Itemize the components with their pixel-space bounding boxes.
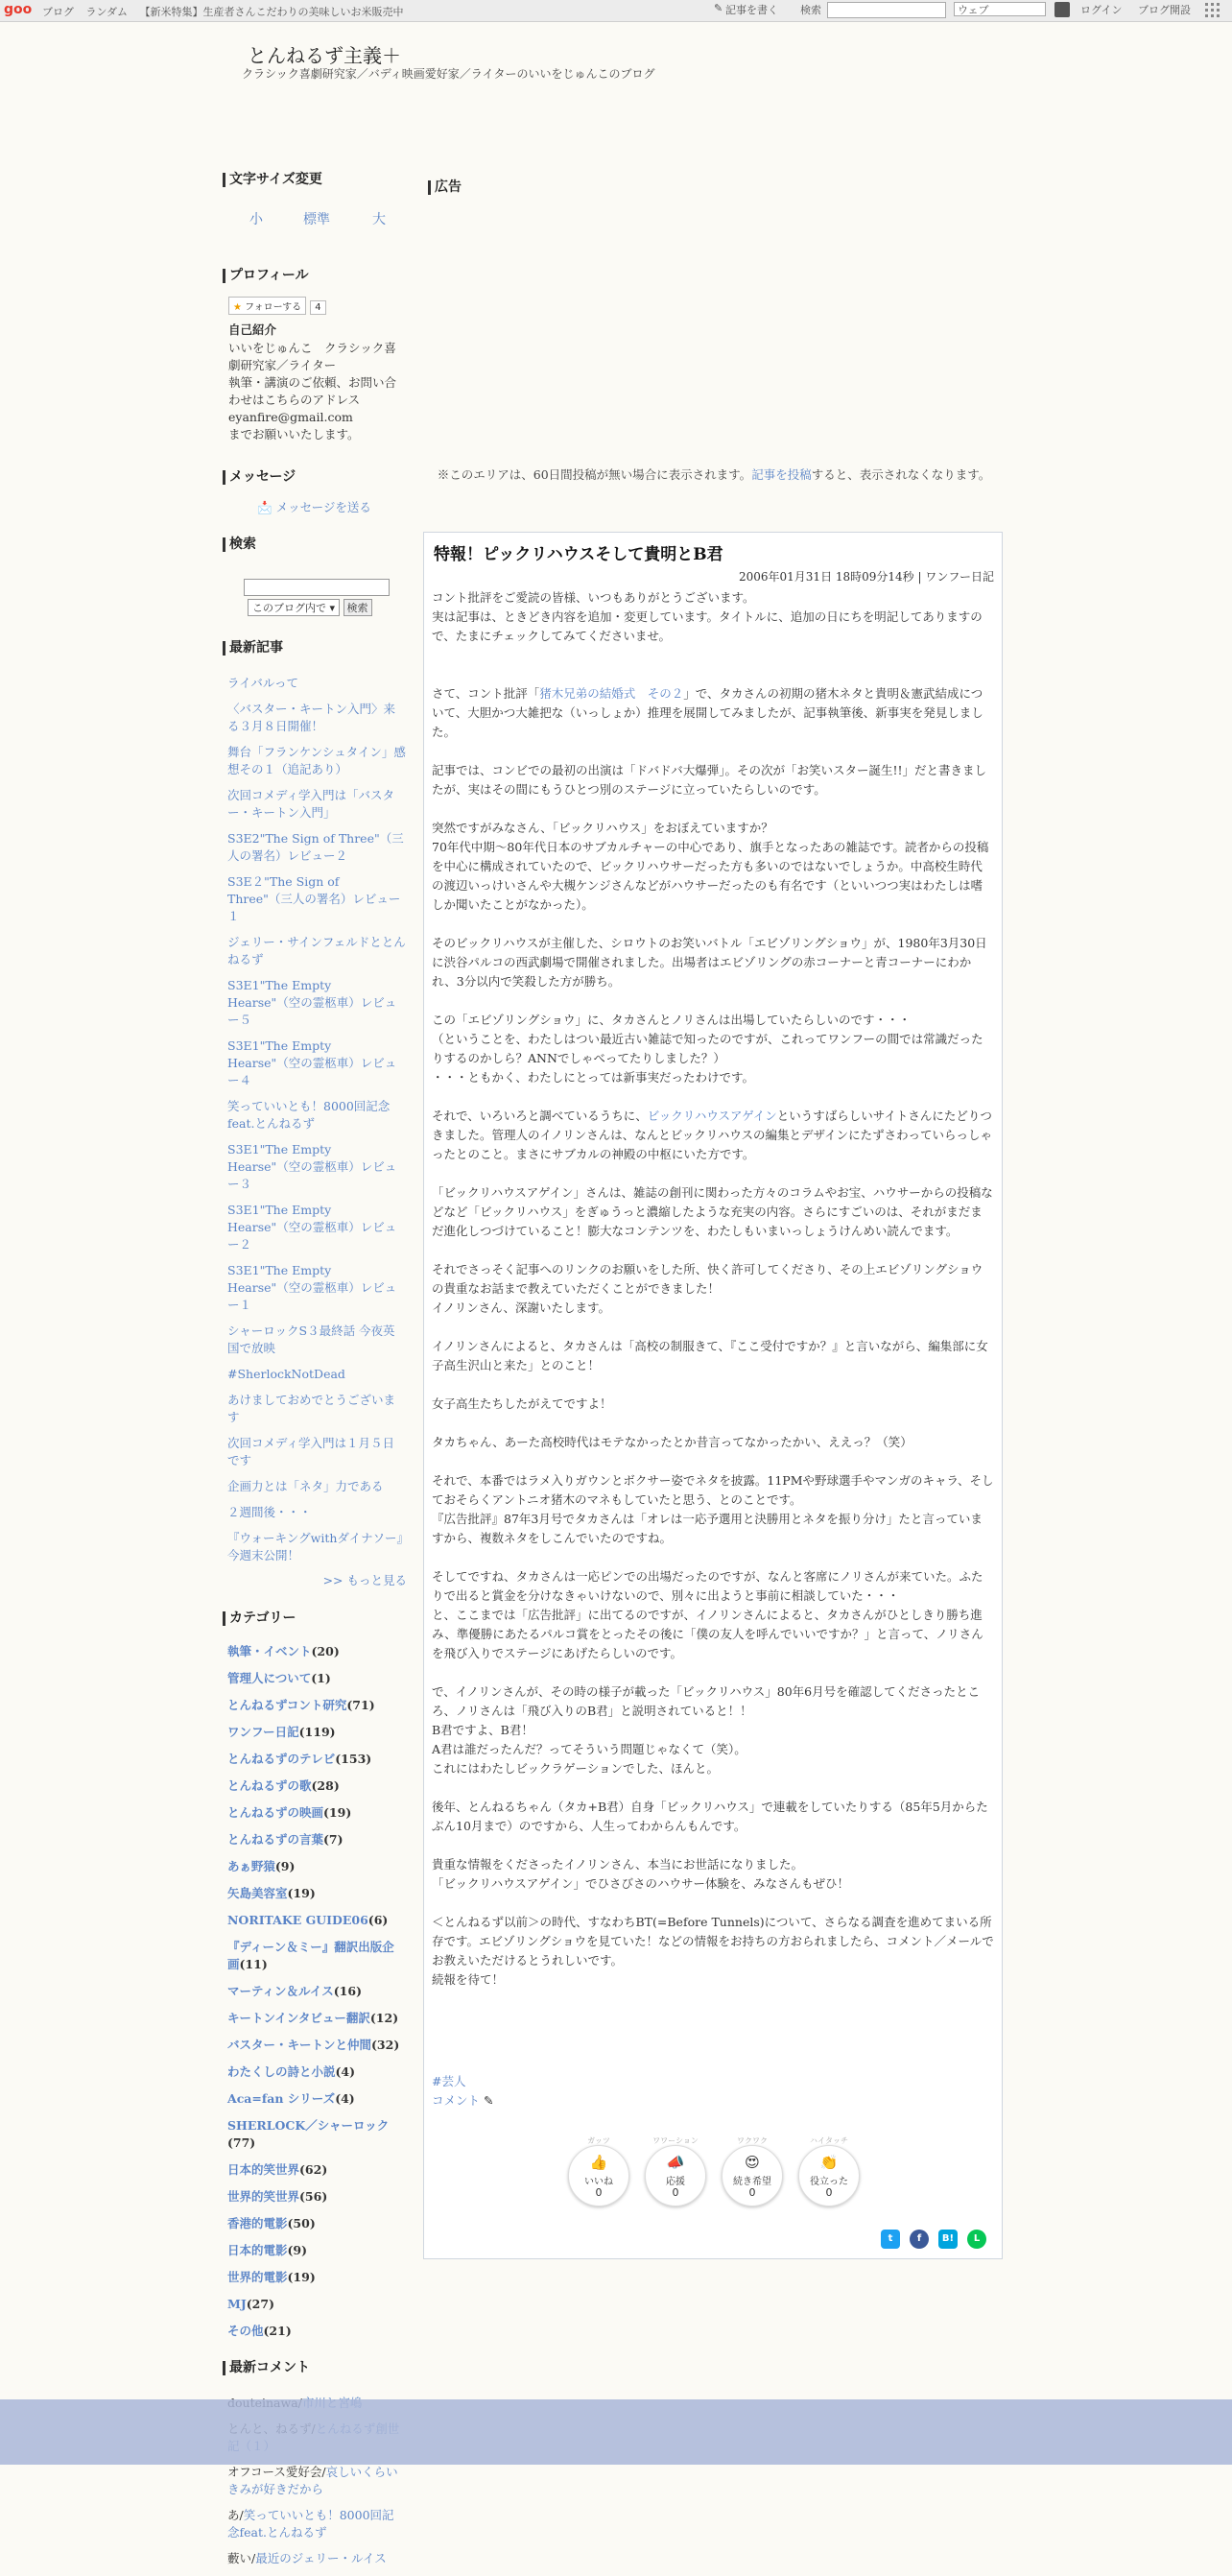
paragraph: 突然ですがみなさん、「ビックリハウス」をおぼえていますか？ 70年代中期～80年代日本のサブカルチャーの中心であり、旗手となったあの雑誌です。読者からの投稿を中心に構成されていたので、ビックリハウサーだった方も多いのではないでしょうか。中高校生時代の渡辺いっけいさんや大槻ケンジさんなどがハウサーだったのも有名です（といいつつ実はわたしは嗜しか聞いたことがなかった）。	[432, 821, 989, 912]
intro-title: 自己紹介	[228, 322, 277, 337]
comment-article-link[interactable]: 最近のジェリー・ルイス	[255, 2551, 387, 2565]
ad-heading: 広告	[428, 180, 462, 195]
search-icon[interactable]	[1054, 2, 1070, 17]
line-icon[interactable]: L	[967, 2230, 986, 2249]
recent-post-link[interactable]: S3E2"The Sign of Three"（三人の署名）レビュー２	[227, 831, 404, 863]
category-link[interactable]: 執筆・イベント(20)	[227, 1644, 340, 1658]
blog-subtitle: クラシック喜劇研究家／バディ映画愛好家／ライターのいいをじゅんこのブログ	[242, 67, 655, 81]
comment-link[interactable]: コメント	[432, 2093, 481, 2108]
paragraph: そのビックリハウスが主催した、シロウトのお笑いバトル「エビゾリングショウ」が、1980年3月30日に渋谷パルコの西武劇場で開催されました。出場者はエビゾリングの赤コーナーと青コーナーにわかれ、3分以内で笑殺した方が勝ち。	[432, 936, 987, 989]
article	[423, 532, 1003, 2259]
font-normal-button[interactable]: 標準	[303, 212, 330, 227]
category-link[interactable]: あぁ野猿(9)	[227, 1859, 296, 1873]
category-link[interactable]: SHERLOCK／シャーロック(77)	[227, 2118, 390, 2150]
thumbs-up-icon: 👍	[589, 2154, 608, 2171]
paragraph: それでさっそく記事へのリンクのお願いをした所、快く許可してくださり、その上エビゾリングショウの貴重なお話まで教えていただくことができました！ イノリンさん、深謝いたします。	[432, 1262, 983, 1315]
blog-search-scope-select[interactable]: このブログ内で ▾	[248, 599, 340, 616]
pencil-icon: ✎	[714, 2, 723, 14]
tag-link[interactable]: #芸人	[432, 2074, 466, 2088]
category-link[interactable]: とんねるずのテレビ(153)	[227, 1752, 372, 1766]
profile-section	[223, 269, 407, 470]
message-icon: 📩	[257, 500, 272, 514]
category-link[interactable]: 日本的笑世界(62)	[227, 2162, 328, 2177]
goo-logo[interactable]: goo	[4, 2, 33, 17]
paragraph: で、イノリンさんが、その時の様子が載った「ビックリハウス」80年6月号を確認してくださったところ、ノリさんは「飛び入りのB君」と説明されていると！！ B君ですよ、B君！ A君は誰だったんだ？ってそういう問題じゃなくて（笑）。 これにはわたしビックラゲーションでした、ほんと。	[432, 1684, 981, 1776]
web-search-input[interactable]	[827, 2, 946, 18]
categories-heading: カテゴリー	[223, 1611, 407, 1626]
category-link[interactable]: Aca=fan シリーズ(4)	[227, 2091, 355, 2106]
recent-heading: 最新記事	[223, 641, 407, 656]
blog-search-button[interactable]: 検索	[344, 599, 372, 616]
comments-heading: 最新コメント	[223, 2361, 407, 2375]
want-more-reaction-button[interactable]: ワクワク 😍 続き希望 0	[722, 2145, 783, 2206]
footer-overlay	[0, 2399, 1232, 2465]
megaphone-icon: 📣	[666, 2154, 685, 2171]
category-link[interactable]: NORITAKE GUIDE06(6)	[227, 1913, 389, 1927]
category-link[interactable]: 世界的笑世界(56)	[227, 2189, 328, 2204]
inline-link[interactable]: 猪木兄弟の結婚式 その２	[539, 686, 684, 701]
clap-icon: 👏	[819, 2154, 839, 2171]
apps-grid-icon[interactable]	[1205, 3, 1220, 18]
paragraph: イノリンさんによると、タカさんは「高校の制服きて、『ここ受付ですか？』と言いながら、編集部に女子高生沢山と来た」とのこと！	[432, 1339, 988, 1372]
blog-search-input[interactable]	[244, 579, 390, 596]
paragraph: この「エビゾリングショウ」に、タカさんとノリさんは出場していたらしいのです・・・ （ということを、わたしはつい最近古い雑誌で知ったのですが、これってワンフーの間では常識だったりするのかしら？ANNでしゃべってたりしました？） ・・・ともかく、わたしにとっては新事実だったわけです。	[432, 1013, 983, 1085]
article-title[interactable]: 特報！ピックリハウスそして貴明とB君	[434, 545, 723, 564]
ad-notice: ※このエリアは、60日間投稿が無い場合に表示されます。記事を投稿すると、表示されなくなります。	[437, 467, 991, 482]
promo-link[interactable]: 【新米特集】生産者さんこだわりの美味しいお米販売中	[139, 6, 404, 18]
paragraph: そしてですね、タカさんは一応ピンでの出場だったのですが、なんと客席にノリさんが来ていた。ふたりで出ると賞金を分けなきゃいけないので、別々に出ようと事前に相談していた・・・ と、ここまでは「広告批評」に出てるのですが、イノリンさんによると、タカさんがひとしきり勝ち進み、準優勝にあたるパルコ賞をとったその後に「僕の友人を呼んでいいですか？」と言って、ノリさんを飛び入りでステージにあげたらしいのです。	[432, 1569, 983, 1660]
twitter-icon[interactable]: t	[881, 2230, 900, 2249]
article-footer	[432, 2072, 493, 2111]
category-list	[227, 1643, 406, 2340]
recent-posts-section	[223, 641, 407, 1588]
top-links	[42, 4, 413, 19]
recent-post-link[interactable]: 次回コメディ学入門は「バスター・キートン入門」	[227, 788, 395, 820]
category-link[interactable]: 『ディーン＆ミー』翻訳出版企画(11)	[227, 1940, 394, 1971]
follow-widget	[228, 297, 407, 315]
comment-article-link[interactable]: 笑っていいとも！8000回記念feat.とんねるず	[227, 2508, 394, 2540]
recent-post-link[interactable]: S3E２"The Sign of Three"（三人の署名）レビュー１	[227, 874, 401, 923]
category-link[interactable]: MJ(27)	[227, 2297, 274, 2311]
like-reaction-button[interactable]: ガッツ 👍 いいね 0	[568, 2145, 629, 2206]
recent-post-link[interactable]: あけましておめでとうございます	[227, 1393, 396, 1424]
category-link[interactable]: キートンインタビュー翻訳(12)	[227, 2011, 399, 2025]
write-article-link[interactable]: 記事を書く	[725, 4, 778, 16]
message-heading: メッセージ	[223, 470, 407, 485]
paragraph: 女子高生たちしたがえてですよ！	[432, 1396, 612, 1411]
category-link[interactable]: ワンフー日記(119)	[227, 1725, 336, 1739]
paragraph: タカちゃん、あーた高校時代はモテなかったとか昔言ってなかったかい、ええっ？（笑）	[432, 1435, 912, 1449]
message-section	[223, 470, 407, 537]
post-article-link[interactable]: 記事を投稿	[751, 467, 812, 482]
article-date: 2006年01月31日 18時09分14秒	[738, 570, 914, 584]
category-link[interactable]: 矢島美容室(19)	[227, 1886, 316, 1900]
category-link[interactable]: とんねるずの歌(28)	[227, 1778, 340, 1793]
facebook-icon[interactable]: f	[910, 2230, 929, 2249]
paragraph: コント批評をご愛読の皆様、いつもありがとうございます。 実は記事は、ときどき内容を追加・変更しています。タイトルに、追加の日にちを明記してありますので、たまにチェックしてみてくださいませ。	[432, 590, 983, 643]
profile-heading: プロフィール	[223, 269, 407, 283]
recent-post-link[interactable]: S3E1"The Empty Hearse"（空の霊柩車）レビュー２	[227, 1203, 397, 1252]
login-link[interactable]: ログイン	[1080, 4, 1123, 16]
blog-title[interactable]: とんねるず主義＋	[248, 44, 401, 67]
recent-posts-list	[227, 675, 406, 1564]
font-small-button[interactable]: 小	[249, 212, 263, 227]
follow-button[interactable]: ★ フォローする	[228, 297, 306, 315]
font-large-button[interactable]: 大	[372, 212, 386, 227]
send-message-link[interactable]: メッセージを送る	[275, 500, 371, 514]
sidebar	[223, 173, 407, 2576]
paragraph: それで、本番ではラメ入りガウンとボクサー姿でネタを披露。11PMや野球選手やマンガのキャラ、そしておそらくアントニオ猪木のマネもしていたと思う、とのことです。 『広告批評』87年3月号でタカさんは「オレは一応予選用と決勝用とネタを振り分け」たと言っていますから、複数ネタをしこんでいたのですね。	[432, 1473, 994, 1545]
intro-text: いいをじゅんこ クラシック喜劇研究家／ライター 執筆・講演のご依頼、お問い合わせはこちらのアドレス eyanfire@gmail.com までお願いいたします。	[228, 341, 397, 441]
paragraph: さて、コント批評「猪木兄弟の結婚式 その２」で、タカさんの初期の猪木ネタと貴明＆憲武結成について、大胆かつ大雑把な（いっしょか）推理を展開してみましたが、記事執筆後、新事実を発見しました。	[432, 686, 983, 739]
comment-item: あ/笑っていいとも！8000回記念feat.とんねるず	[227, 2508, 394, 2540]
paragraph: ＜とんねるず以前＞の時代、すなわちBT(=Before Tunnels)について、さらなる調査を進めてまいる所存です。エビゾリングショウを見ていた！などの情報をお持ちの方おられましたら、コメント／メールでお教えいただけるとうれしいです。 続報を待て！	[432, 1915, 994, 1987]
recent-post-link[interactable]: 舞台「フランケンシュタイン」感想その１（追記あり）	[227, 745, 406, 776]
comment-article-link[interactable]: 哀しいくらいきみが好きだから	[227, 2465, 398, 2496]
hatena-icon[interactable]: B!	[938, 2230, 958, 2249]
categories-section	[223, 1611, 407, 2340]
category-link[interactable]: バスター・キートンと仲間(32)	[227, 2038, 400, 2052]
search-label: 検索	[800, 4, 821, 16]
star-icon: ★	[233, 302, 242, 313]
inline-link[interactable]: ビックリハウスアゲイン	[647, 1109, 777, 1123]
cheer-reaction-button[interactable]: ワワーション 📣 応援 0	[645, 2145, 706, 2206]
comment-item: 藪い/最近のジェリー・ルイス	[227, 2551, 387, 2565]
blog-link[interactable]: ブログ	[42, 6, 74, 18]
blog-search-section	[223, 537, 407, 641]
category-link[interactable]: 管理人について(1)	[227, 1671, 331, 1685]
category-link[interactable]: とんねるずの映画(19)	[227, 1805, 352, 1820]
font-size-heading: 文字サイズ変更	[223, 173, 407, 187]
pencil-icon: ✎	[484, 2093, 494, 2108]
paragraph: それで、いろいろと調べているうちに、ビックリハウスアゲインというすばらしいサイトさんにたどりつきました。管理人のイノリンさんは、なんとビックリハウスの編集とデザインにたずさわっていらっしゃったとのこと。まさにサブカルの神殿の中枢にいた方です。	[432, 1109, 993, 1161]
recent-post-link[interactable]: 『ウォーキングwithダイナソー』今週末公開！	[227, 1531, 403, 1562]
paragraph: 「ビックリハウスアゲイン」さんは、雑誌の創刊に関わった方々のコラムやお宝、ハウサーからの投稿などなど「ビックリハウス」をぎゅうっと濃縮したような充実の内容。さらにすごいのは、それがまだまだ進化しつづけていること！膨大なコンテンツを、わたしもいまいっしょうけんめい読んでます。	[432, 1185, 993, 1238]
category-link[interactable]: 香港的電影(50)	[227, 2216, 316, 2230]
paragraph: 記事では、コンビでの最初の出演は「ドバドバ大爆弾」。その次が「お笑いスター誕生!!」だと書きましたが、実はその間にもうひとつ別のステージに立っていたらしいのです。	[432, 763, 987, 797]
recent-post-link[interactable]: #SherlockNotDead	[227, 1367, 345, 1381]
paragraph: 貴重な情報をくださったイノリンさん、本当にお世話になりました。 「ビックリハウスアゲイン」でひさびさのハウサー体験を、みなさんもぜひ！	[432, 1857, 850, 1891]
search-heading: 検索	[223, 537, 407, 552]
recent-post-link[interactable]: 企画力とは「ネタ」力である	[227, 1479, 384, 1493]
heart-eyes-icon: 😍	[745, 2154, 760, 2171]
random-link[interactable]: ランダム	[85, 6, 129, 18]
comment-item: オフコース愛好会/哀しいくらいきみが好きだから	[227, 2465, 398, 2496]
recent-post-link[interactable]: ２週間後・・・	[227, 1505, 312, 1519]
recent-post-link[interactable]: シャーロックS３最終話 今夜英国で放映	[227, 1324, 395, 1355]
category-link[interactable]: とんねるずコント研究(71)	[227, 1698, 375, 1712]
paragraph: 後年、とんねるちゃん（タカ+B君）自身「ビックリハウス」で連載をしていたりする（85年5月からたぶん10月まで）のですから、人生ってわからんもんです。	[432, 1800, 988, 1833]
recent-post-link[interactable]: 〈バスター・キートン入門〉来る３月８日開催！	[227, 702, 396, 733]
category-link[interactable]: マーティン＆ルイス(16)	[227, 1984, 362, 1998]
open-blog-link[interactable]: ブログ開設	[1138, 4, 1191, 16]
category-link[interactable]: 日本的電影(9)	[227, 2243, 308, 2257]
font-size-section	[223, 173, 407, 269]
recent-post-link[interactable]: ライバルって	[227, 676, 299, 690]
category-link[interactable]: その他(21)	[227, 2324, 292, 2338]
recent-post-link[interactable]: S3E1"The Empty Hearse"（空の霊柩車）レビュー１	[227, 1263, 397, 1312]
more-posts-link[interactable]: >> もっと見る	[322, 1573, 407, 1587]
recent-post-link[interactable]: 笑っていいとも！8000回記念feat.とんねるず	[227, 1099, 391, 1131]
helpful-reaction-button[interactable]: ハイタッチ 👏 役立った 0	[798, 2145, 860, 2206]
recent-post-link[interactable]: S3E1"The Empty Hearse"（空の霊柩車）レビュー３	[227, 1142, 397, 1191]
recent-post-link[interactable]: S3E1"The Empty Hearse"（空の霊柩車）レビュー４	[227, 1038, 397, 1087]
article-body	[432, 588, 994, 2009]
category-link[interactable]: とんねるずの言葉(7)	[227, 1832, 344, 1847]
category-link[interactable]: わたくしの詩と小説(4)	[227, 2064, 356, 2079]
category-link[interactable]: 世界的電影(19)	[227, 2270, 316, 2284]
recent-post-link[interactable]: S3E1"The Empty Hearse"（空の霊柩車）レビュー５	[227, 978, 397, 1027]
recent-post-link[interactable]: 次回コメディ学入門は１月５日です	[227, 1436, 395, 1467]
top-navigation-bar	[0, 0, 1232, 22]
search-scope-select[interactable]: ウェブ	[954, 2, 1046, 16]
recent-post-link[interactable]: ジェリー・サインフェルドととんねるず	[227, 935, 406, 966]
article-category-link[interactable]: ワンフー日記	[925, 570, 994, 584]
article-meta: 2006年01月31日 18時09分14秒 | ワンフー日記	[738, 570, 994, 584]
follow-count: 4	[310, 300, 325, 315]
